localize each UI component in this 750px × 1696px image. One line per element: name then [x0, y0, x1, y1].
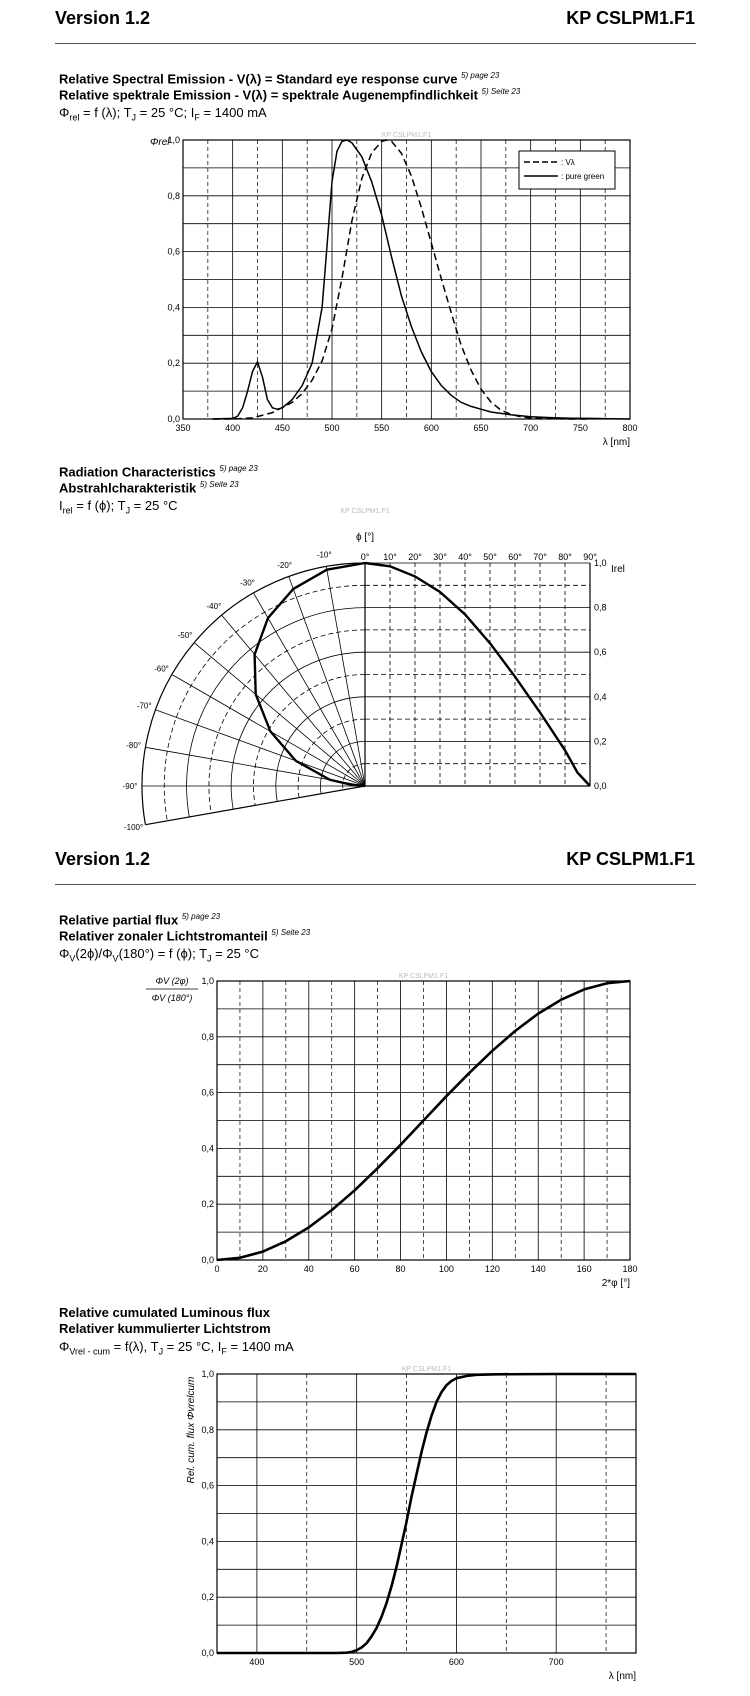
- section-title-en: [59, 71, 499, 86]
- y-tick-label: 1,0: [201, 976, 214, 986]
- polar-radial-line: [194, 643, 365, 786]
- footnote-ref: 5) Seite 23: [199, 480, 239, 489]
- y-tick-label: 0,4: [594, 691, 607, 702]
- x-tick-label: 70°: [533, 552, 547, 562]
- x-tick-label: 400: [249, 1657, 265, 1667]
- footnote-ref: 5) Seite 23: [271, 928, 311, 937]
- y-tick-label: 1,0: [167, 135, 180, 145]
- footnote-ref: 5) page 23: [181, 912, 221, 921]
- x-tick-label: 650: [473, 423, 489, 433]
- footnote-ref: 5) page 23: [219, 464, 258, 473]
- cond-sub: rel: [62, 505, 73, 516]
- version-label: Version 1.2: [55, 8, 151, 28]
- x-tick-label: 400: [225, 423, 241, 433]
- cond-part: = 25 °C; I: [136, 105, 195, 120]
- x-tick-label: 700: [548, 1657, 564, 1667]
- y-tick-label: 0,4: [201, 1536, 214, 1547]
- cond-part: = 25 °C: [130, 498, 178, 513]
- section-title-de: [59, 87, 520, 102]
- header-rule: [55, 884, 696, 885]
- polar-angle-label: -30°: [240, 578, 255, 588]
- y-tick-label: 0,0: [167, 414, 180, 424]
- x-tick-label: 50°: [483, 552, 497, 562]
- y-tick-label: 0,6: [201, 1087, 214, 1098]
- spectral-emission-chart: [0, 125, 750, 455]
- section-condition: [59, 105, 267, 123]
- section-title-en: [59, 464, 258, 479]
- x-tick-label: 10°: [383, 552, 397, 562]
- cond-part: Φ: [59, 105, 70, 120]
- section-condition: [59, 946, 259, 964]
- cond-sub: V: [69, 953, 76, 964]
- polar-angle-label: -80°: [126, 741, 141, 751]
- cond-sub: F: [221, 1346, 227, 1357]
- cond-sub: J: [131, 112, 137, 123]
- x-tick-label: 90°: [583, 552, 597, 562]
- legend-label: : Vλ: [561, 158, 575, 167]
- header-rule: [55, 43, 696, 44]
- title-text: Relativer zonaler Lichtstromanteil: [59, 928, 268, 944]
- title-text: Relative spektrale Emission - V(λ) = spektrale Augenempfindlichkeit: [59, 87, 478, 103]
- x-tick-label: 0: [214, 1264, 220, 1274]
- legend-box: [519, 151, 615, 189]
- cond-sub: F: [194, 112, 200, 123]
- y-tick-label: 0,2: [201, 1199, 214, 1210]
- partial-flux-chart: [0, 966, 750, 1296]
- radiation-characteristics-chart: [0, 508, 750, 835]
- watermark: KP CSLPM1.F1: [340, 508, 390, 515]
- y-tick-label: 0,2: [201, 1592, 214, 1603]
- title-text: Abstrahlcharakteristik: [59, 480, 197, 496]
- y-tick-label: 0,6: [201, 1480, 214, 1491]
- polar-angle-label: -20°: [277, 561, 292, 571]
- y-tick-label: 0,2: [594, 736, 607, 747]
- y-axis-label-num: ΦV (2φ): [155, 976, 189, 986]
- x-tick-label: 30°: [433, 552, 447, 562]
- title-text: Relative Spectral Emission - V(λ) = Standard eye response curve: [59, 71, 458, 87]
- x-axis-label: 2*φ [°]: [601, 1278, 630, 1289]
- title-text: Relative partial flux: [59, 912, 179, 928]
- x-tick-label: 180: [622, 1264, 638, 1274]
- cond-part: = 25 °C, I: [163, 1339, 222, 1354]
- x-tick-label: 160: [576, 1264, 592, 1274]
- legend-label: : pure green: [561, 172, 605, 181]
- page-header: [55, 849, 695, 873]
- polar-angle-label: -40°: [206, 602, 222, 611]
- cond-part: = f (λ); T: [79, 105, 132, 120]
- y-tick-label: 0,8: [594, 602, 607, 613]
- watermark: KP CSLPM1.F1: [398, 973, 449, 980]
- x-tick-label: 20: [257, 1264, 268, 1274]
- footnote-ref: 5) Seite 23: [481, 87, 521, 96]
- footnote-ref: 5) page 23: [461, 71, 500, 80]
- title-text: Relativer kummulierter Lichtstrom: [59, 1321, 271, 1336]
- polar-angle-label: -10°: [316, 550, 332, 560]
- x-axis-label: λ [nm]: [608, 1671, 636, 1682]
- x-tick-label: 0°: [360, 552, 370, 562]
- cond-part: (180°) = f (ϕ); T: [118, 946, 208, 961]
- x-tick-label: 350: [175, 423, 191, 433]
- polar-angle-label: -60°: [154, 664, 169, 674]
- cond-part: Φ: [59, 1339, 70, 1354]
- y-tick-label: 1,0: [594, 558, 607, 568]
- section-title-de: [59, 480, 239, 495]
- x-tick-label: 600: [423, 423, 439, 433]
- x-axis-label: ϕ [°]: [356, 532, 374, 543]
- version-label: Version 1.2: [55, 849, 151, 869]
- x-tick-label: 500: [349, 1657, 365, 1667]
- x-tick-label: 80: [395, 1264, 406, 1274]
- y-tick-label: 0,4: [201, 1143, 214, 1154]
- y-tick-label: 0,8: [201, 1424, 214, 1435]
- y-tick-label: 0,8: [167, 190, 180, 201]
- x-tick-label: 800: [622, 423, 638, 433]
- polar-angle-label: -100°: [123, 822, 144, 832]
- x-tick-label: 600: [448, 1657, 464, 1667]
- watermark: KP CSLPM1.F1: [401, 1366, 452, 1373]
- section-condition: [59, 498, 178, 516]
- section-condition: [59, 1339, 294, 1357]
- page-header: [55, 8, 695, 32]
- polar-angle-label: -50°: [177, 630, 193, 640]
- x-tick-label: 100: [438, 1264, 454, 1274]
- cond-part: = 1400 mA: [199, 105, 267, 120]
- polar-radial-line: [222, 615, 365, 786]
- polar-radial-line: [145, 786, 365, 825]
- y-tick-label: 0,6: [167, 246, 180, 257]
- x-tick-label: 40°: [458, 552, 472, 562]
- cond-part: (2ϕ)/Φ: [75, 946, 113, 961]
- cond-sub: Vrel - cum: [69, 1346, 111, 1357]
- cond-sub: J: [207, 953, 212, 964]
- x-tick-label: 20°: [408, 552, 422, 562]
- cond-part: = 25 °C: [211, 946, 260, 961]
- x-tick-label: 550: [374, 423, 390, 433]
- cond-part: Φ: [59, 946, 70, 961]
- x-tick-label: 60: [349, 1264, 360, 1274]
- cond-sub: rel: [69, 112, 80, 123]
- part-number: KP CSLPM1.F1: [566, 849, 695, 869]
- cond-part: I: [59, 498, 63, 513]
- y-axis-label: Irel: [611, 564, 625, 575]
- y-axis-label-den: ΦV (180°): [151, 993, 193, 1003]
- y-tick-label: 0,0: [201, 1255, 214, 1265]
- x-tick-label: 120: [484, 1264, 500, 1274]
- cond-sub: J: [158, 1346, 164, 1357]
- x-tick-label: 750: [572, 423, 588, 433]
- y-tick-label: 1,0: [201, 1369, 214, 1379]
- section-title-de: [59, 928, 310, 943]
- section-title-en: [59, 1305, 270, 1320]
- x-tick-label: 450: [274, 423, 290, 433]
- polar-angle-label: -70°: [136, 701, 152, 711]
- cond-part: = 1400 mA: [226, 1339, 294, 1354]
- cond-sub: J: [125, 505, 131, 516]
- x-tick-label: 40: [303, 1264, 314, 1274]
- y-tick-label: 0,0: [201, 1648, 214, 1658]
- cond-part: = f (ϕ); T: [72, 498, 126, 513]
- y-axis-label: Rel. cum. flux Φvrelcum: [186, 1376, 197, 1484]
- title-text: Relative cumulated Luminous flux: [59, 1305, 270, 1320]
- cond-sub: V: [112, 953, 119, 964]
- x-tick-label: 80°: [558, 552, 572, 562]
- title-text: Radiation Characteristics: [59, 464, 216, 480]
- cond-part: = f(λ), T: [110, 1339, 159, 1354]
- y-tick-label: 0,0: [594, 781, 607, 791]
- x-tick-label: 700: [523, 423, 539, 433]
- y-tick-label: 0,2: [167, 358, 180, 369]
- x-axis-label: λ [nm]: [602, 437, 630, 448]
- y-axis-label: Φrel: [150, 137, 170, 148]
- section-title-en: [59, 912, 220, 927]
- x-tick-label: 140: [530, 1264, 546, 1274]
- polar-angle-label: -90°: [122, 782, 138, 791]
- section-title-de: [59, 1321, 271, 1336]
- x-tick-label: 500: [324, 423, 340, 433]
- y-tick-label: 0,6: [594, 647, 607, 658]
- x-tick-label: 60°: [508, 552, 522, 562]
- part-number: KP CSLPM1.F1: [566, 8, 695, 28]
- watermark: KP CSLPM1.F1: [381, 132, 432, 139]
- cumulated-flux-chart: [0, 1360, 750, 1696]
- y-tick-label: 0,4: [167, 302, 180, 313]
- y-tick-label: 0,8: [201, 1031, 214, 1042]
